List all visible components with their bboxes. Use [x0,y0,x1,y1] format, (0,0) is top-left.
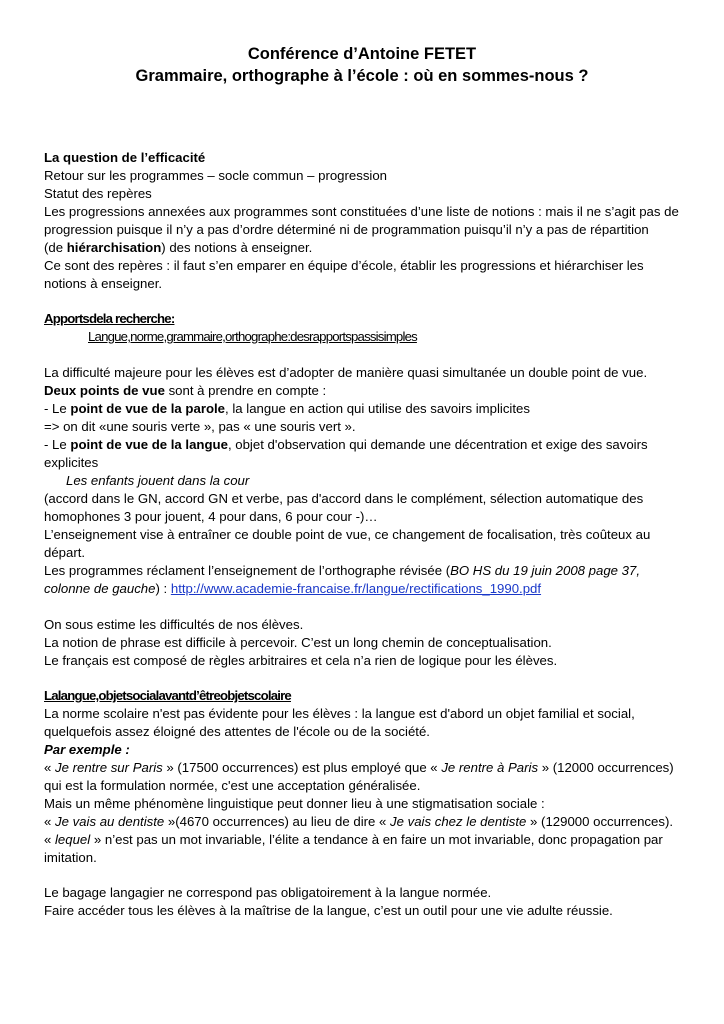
paragraph-line: imitation. [44,850,97,865]
bold-term: hiérarchisation [66,240,162,255]
paragraph-line: explicites [44,455,99,470]
text-span: ) des notions à enseigner. [161,240,313,255]
paragraph-line: L’enseignement vise à entraîner ce double point de vue, ce changement de focalisation, très coûteux au [44,527,651,542]
example-sentence: Les enfants jouent dans la cour [66,473,250,488]
italic-reference: BO HS du 19 juin 2008 page 37, [450,563,640,578]
paragraph-line: Retour sur les programmes – socle commun – progression [44,168,388,183]
italic-example: Je rentre sur Paris [55,760,163,775]
paragraph-line: notions à enseigner. [44,276,163,291]
text-span: « [44,814,55,829]
italic-example: Je rentre à Paris [441,760,539,775]
text-span: « [44,760,55,775]
italic-example: Je vais chez le dentiste [390,814,527,829]
paragraph-line [44,813,673,831]
text-span: , la langue en action qui utilise des savoirs implicites [225,401,530,416]
paragraph-line: Le français est composé de règles arbitraires et cela n’a rien de logique pour les élèves. [44,653,558,668]
text-span: » (129000 occurrences). [526,814,673,829]
text-span: ) : [155,581,171,596]
paragraph-line [44,759,674,777]
paragraph-line: Le bagage langagier ne correspond pas obligatoirement à la langue normée. [44,885,492,900]
paragraph-line: Ce sont des repères : il faut s’en emparer en équipe d’école, établir les progressions et hiérarchiser les [44,258,644,273]
italic-example: lequel [55,832,91,847]
text-span: - Le [44,437,71,452]
text-span: »(4670 occurrences) au lieu de dire « [164,814,391,829]
paragraph-line: (accord dans le GN, accord GN et verbe, pas d'accord dans le complément, sélection automatique des [44,491,644,506]
paragraph-line [44,400,530,418]
paragraph-line: => on dit «une souris verte », pas « une souris vert ». [44,419,356,434]
paragraph-line: qui est la formulation normée, c'est une acceptation généralisée. [44,778,421,793]
text-span: - Le [44,401,71,416]
italic-reference: colonne de gauche [44,581,156,596]
text-span: » (17500 occurrences) est plus employé que « [162,760,442,775]
bold-term: point de vue de la langue [70,437,228,452]
bold-term: Deux points de vue [44,383,165,398]
text-span: » n’est pas un mot invariable, l’élite a tendance à en faire un mot invariable, donc propagation par [90,832,663,847]
text-span: « [44,832,55,847]
rectifications-link[interactable]: http://www.academie-francaise.fr/langue/rectifications_1990.pdf [170,581,542,596]
paragraph-line: homophones 3 pour jouent, 4 pour dans, 6 pour cour -)… [44,509,378,524]
document-title-line-2: Grammaire, orthographe à l’école : où en sommes-nous ? [135,67,589,85]
paragraph-line [44,831,663,849]
paragraph-line: départ. [44,545,86,560]
section-heading-langue-objet-social: Lalangue,objetsocialavantd’êtreobjetscolaire [44,688,291,703]
paragraph-line: On sous estime les difficultés de nos élèves. [44,617,304,632]
example-label: Par exemple : [44,742,130,757]
paragraph-line: La difficulté majeure pour les élèves est d’adopter de manière quasi simultanée un double point de vue. [44,365,648,380]
text-span: , objet d'observation qui demande une décentration et exige des savoirs [227,437,648,452]
paragraph-line [44,562,640,580]
paragraph-line: Statut des repères [44,186,152,201]
italic-example: Je vais au dentiste [55,814,165,829]
paragraph-line [44,239,312,257]
paragraph-line: quelquefois assez éloigné des attentes de l'école ou de la société. [44,724,430,739]
paragraph-line: Mais un même phénomène linguistique peut donner lieu à une stigmatisation sociale : [44,796,545,811]
text-span: » (12000 occurrences) [538,760,674,775]
paragraph-line [44,382,326,400]
paragraph-line: Les progressions annexées aux programmes sont constituées d’une liste de notions : mais il ne s’agit pas de [44,204,679,219]
paragraph-line [44,580,541,598]
section-heading-recherche: Apportsdela recherche: [44,311,175,326]
text-span: Les programmes réclament l’enseignement de l’orthographe révisée ( [44,563,451,578]
paragraph-line: progression puisque il n’y a pas d’ordre déterminé ni de programmation puisqu’il n’y a pas de répartition [44,222,649,237]
section-subheading: Langue,norme,grammaire,orthographe:desrapportspassisimples [88,329,417,344]
paragraph-line: Faire accéder tous les élèves à la maîtrise de la langue, c’est un outil pour une vie adulte réussie. [44,903,613,918]
text-span: sont à prendre en compte : [164,383,327,398]
bold-term: point de vue de la parole [70,401,226,416]
section-heading-efficacite: La question de l’efficacité [44,150,206,165]
document-title-line-1: Conférence d’Antoine FETET [247,45,477,63]
paragraph-line [44,436,648,454]
text-span: (de [44,240,67,255]
paragraph-line: La norme scolaire n'est pas évidente pour les élèves : la langue est d'abord un objet familial et social, [44,706,635,721]
paragraph-line: La notion de phrase est difficile à percevoir. C’est un long chemin de conceptualisation. [44,635,552,650]
